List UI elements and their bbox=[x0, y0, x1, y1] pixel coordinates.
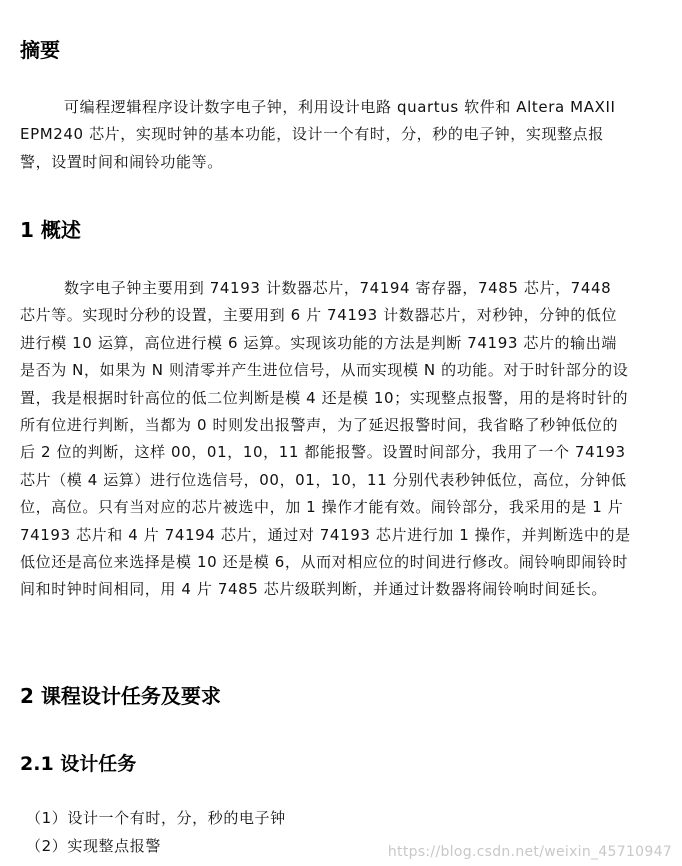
abstract-paragraph bbox=[20, 94, 632, 176]
section-1-text: 数字电子钟主要用到 74193 计数器芯片，74194 寄存器，7485 芯片，7448 芯片等。实现时分秒的设置，主要用到 6 片 74193 计数器芯片，对秒钟，分钟的低位进行模 10 运算，高位进行模 6 运算。实现该功能的方法是判断 74193 芯片的输出端是否为 N，如果为 N 则清零并产生进位信号，从而实现模 N 的功能。对于时针部分的设置，我是根据时针高位的低二位判断是模 4 还是模 10；实现整点报警，用的是将时针的所有位进行判断，当都为 0 时则发出报警声，为了延迟报警时间，我省略了秒钟低位的后 2 位的判断，这样 00，01，10，11 都能报警。设置时间部分，我用了一个 74193 芯片（模 4 运算）进行位选信号，00，01，10，11 分别代表秒钟低位，高位，分钟低位，高位。只有当对应的芯片被选中，加 1 操作才能有效。闹铃部分，我采用的是 1 片 74193 芯片和 4 片 74194 芯片，通过对 74193 芯片进行加 1 操作，并判断选中的是低位还是高位来选择是模 10 还是模 6，从而对相应位的时间进行修改。闹铃响即闹铃时间和时钟时间相同，用 4 片 7485 芯片级联判断，并通过计数器将闹铃响时间延长。 bbox=[20, 279, 631, 599]
abstract-text: 可编程逻辑程序设计数字电子钟，利用设计电路 quartus 软件和 Altera MAXII EPM240 芯片，实现时钟的基本功能，设计一个有时，分，秒的电子钟，实现整点报警，设置时间和闹铃功能等。 bbox=[20, 98, 616, 171]
section-1-paragraph bbox=[20, 275, 632, 604]
task-list bbox=[26, 804, 286, 860]
section-2-1-heading: 2.1 设计任务 bbox=[20, 753, 137, 775]
watermark-url: https://blog.csdn.net/weixin_45710947 bbox=[387, 844, 672, 860]
section-2-heading: 2 课程设计任务及要求 bbox=[20, 684, 221, 708]
list-item: （1）设计一个有时，分，秒的电子钟 bbox=[26, 809, 286, 827]
list-item: （2）实现整点报警 bbox=[26, 837, 161, 855]
section-1-heading: 1 概述 bbox=[20, 218, 81, 242]
abstract-heading: 摘要 bbox=[20, 38, 60, 62]
